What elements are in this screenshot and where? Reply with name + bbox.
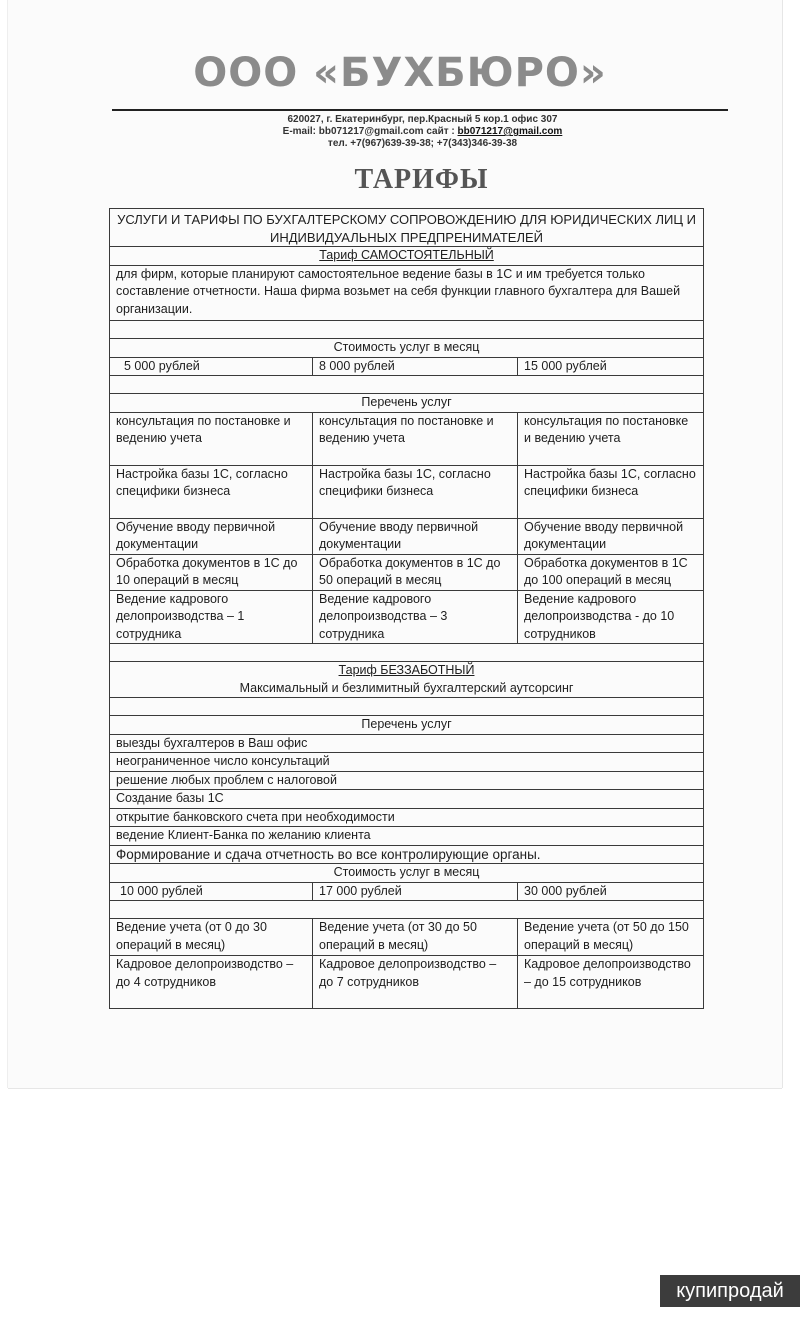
list-item: открытие банковского счета при необходимости bbox=[110, 808, 704, 827]
company-name: ООО «БУХБЮРО» bbox=[193, 50, 607, 96]
list-item: Создание базы 1С bbox=[110, 790, 704, 809]
company-address: 620027, г. Екатеринбург, пер.Красный 5 кор.1 офис 307 bbox=[287, 114, 558, 125]
table-cell: консультация по постановке и ведению учета bbox=[518, 412, 704, 465]
tariff2-subtitle: Максимальный и безлимитный бухгалтерский аутсорсинг bbox=[239, 680, 574, 695]
table-cell: Ведение учета (от 30 до 50 операций в месяц) bbox=[313, 919, 518, 956]
tariff2-reporting: Формирование и сдача отчетность во все контролирующие органы. bbox=[110, 845, 704, 864]
price-cell: 15 000 рублей bbox=[518, 357, 704, 376]
spacer-row bbox=[110, 644, 704, 662]
spacer-row bbox=[110, 376, 704, 394]
email-text: E-mail: bb071217@gmail.com сайт : bbox=[282, 126, 458, 137]
table-cell: Кадровое делопроизводство – до 15 сотрудников bbox=[518, 956, 704, 1009]
table-cell: Обработка документов в 1С до 100 операций в месяц bbox=[518, 554, 704, 590]
tariff2-cost-header-row bbox=[110, 864, 704, 883]
table-cell: Обучение вводу первичной документации bbox=[518, 518, 704, 554]
price-cell: 10 000 рублей bbox=[110, 882, 313, 901]
table-cell: Настройка базы 1С, согласно специфики бизнеса bbox=[518, 465, 704, 518]
table-heading: УСЛУГИ И ТАРИФЫ ПО БУХГАЛТЕРСКОМУ СОПРОВОЖДЕНИЮ ДЛЯ ЮРИДИЧЕСКИХ ЛИЦ И ИНДИВИДУАЛЬНЫХ ПРЕДПРЕНИМАТЕЛЕЙ bbox=[110, 209, 704, 247]
watermark-logo: купипродай bbox=[660, 1275, 800, 1307]
table-row bbox=[110, 412, 704, 465]
tariff1-cost-header: Стоимость услуг в месяц bbox=[110, 339, 704, 358]
tariff1-description-row bbox=[110, 265, 704, 321]
tariff2-reporting-row bbox=[110, 845, 704, 864]
table-heading-row bbox=[110, 209, 704, 247]
table-cell: Обучение вводу первичной документации bbox=[313, 518, 518, 554]
tariff2-name: Тариф БЕЗЗАБОТНЫЙ bbox=[338, 663, 475, 677]
company-contacts bbox=[0, 126, 800, 138]
table-cell: Обработка документов в 1С до 50 операций в месяц bbox=[313, 554, 518, 590]
list-item: неограниченное число консультаций bbox=[110, 753, 704, 772]
tariff2-services-header-row bbox=[110, 716, 704, 735]
company-phones: тел. +7(967)639-39-38; +7(343)346-39-38 bbox=[327, 138, 518, 149]
table-cell: Настройка базы 1С, согласно специфики бизнеса bbox=[110, 465, 313, 518]
table-row bbox=[110, 590, 704, 644]
table-cell: Ведение кадрового делопроизводства – 3 сотрудника bbox=[313, 590, 518, 644]
table-row bbox=[110, 554, 704, 590]
price-cell: 8 000 рублей bbox=[313, 357, 518, 376]
tariff1-name-row bbox=[110, 247, 704, 266]
table-row bbox=[110, 956, 704, 1009]
spacer-row bbox=[110, 901, 704, 919]
site-link[interactable]: bb071217@gmail.com bbox=[457, 126, 563, 137]
tariff1-services-header: Перечень услуг bbox=[110, 394, 704, 413]
page-title: ТАРИФЫ bbox=[354, 164, 489, 195]
tariff1-prices-row bbox=[110, 357, 704, 376]
tariff1-cost-header-row bbox=[110, 339, 704, 358]
spacer-row bbox=[110, 321, 704, 339]
table-cell: Ведение кадрового делопроизводства - до 10 сотрудников bbox=[518, 590, 704, 644]
table-cell: Кадровое делопроизводство – до 4 сотрудников bbox=[110, 956, 313, 1009]
table-row bbox=[110, 518, 704, 554]
tariff1-services-header-row bbox=[110, 394, 704, 413]
table-row bbox=[110, 465, 704, 518]
table-cell: Ведение учета (от 50 до 150 операций в месяц) bbox=[518, 919, 704, 956]
table-cell: Ведение кадрового делопроизводства – 1 сотрудника bbox=[110, 590, 313, 644]
list-item: выезды бухгалтеров в Ваш офис bbox=[110, 734, 704, 753]
tariff1-name: Тариф САМОСТОЯТЕЛЬНЫЙ bbox=[319, 248, 494, 262]
tariff2-prices-row bbox=[110, 882, 704, 901]
table-cell: консультация по постановке и ведению учета bbox=[313, 412, 518, 465]
table-row bbox=[110, 919, 704, 956]
spacer-row bbox=[110, 698, 704, 716]
table-cell: Настройка базы 1С, согласно специфики бизнеса bbox=[313, 465, 518, 518]
table-cell: Обработка документов в 1С до 10 операций в месяц bbox=[110, 554, 313, 590]
tariffs-table bbox=[109, 208, 704, 1009]
list-item: решение любых проблем с налоговой bbox=[110, 771, 704, 790]
price-cell: 30 000 рублей bbox=[518, 882, 704, 901]
header-divider bbox=[112, 109, 728, 111]
tariff2-cost-header: Стоимость услуг в месяц bbox=[110, 864, 704, 883]
tariff1-description: для фирм, которые планируют самостоятельное ведение базы в 1С и им требуется только составление отчетности. Наша фирма возьмет на себя функции главного бухгалтера для Вашей организации. bbox=[110, 265, 704, 321]
price-cell: 5 000 рублей bbox=[110, 357, 313, 376]
table-cell: Кадровое делопроизводство – до 7 сотрудников bbox=[313, 956, 518, 1009]
list-item: ведение Клиент-Банка по желанию клиента bbox=[110, 827, 704, 846]
price-cell: 17 000 рублей bbox=[313, 882, 518, 901]
tariff2-name-row bbox=[110, 662, 704, 698]
tariff2-services-header: Перечень услуг bbox=[110, 716, 704, 735]
table-cell: консультация по постановке и ведению учета bbox=[110, 412, 313, 465]
table-cell: Обучение вводу первичной документации bbox=[110, 518, 313, 554]
table-cell: Ведение учета (от 0 до 30 операций в месяц) bbox=[110, 919, 313, 956]
